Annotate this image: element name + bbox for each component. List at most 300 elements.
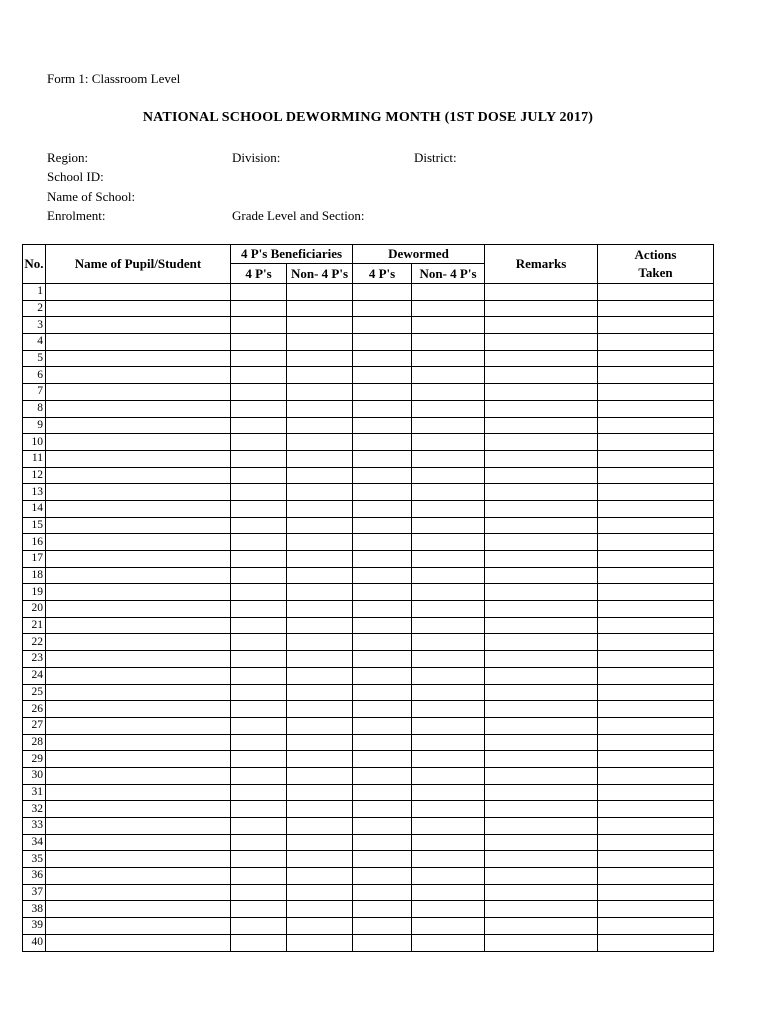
remarks-cell[interactable] bbox=[485, 534, 598, 551]
dewormed-non-4ps-cell[interactable] bbox=[412, 751, 485, 768]
actions-taken-cell[interactable] bbox=[598, 484, 714, 501]
dewormed-non-4ps-cell[interactable] bbox=[412, 384, 485, 401]
dewormed-non-4ps-cell[interactable] bbox=[412, 834, 485, 851]
school-id-field-label: School ID: bbox=[47, 169, 104, 184]
dewormed-4ps-cell[interactable] bbox=[353, 284, 412, 301]
beneficiary-non-4ps-cell[interactable] bbox=[287, 851, 353, 868]
dewormed-non-4ps-cell[interactable] bbox=[412, 934, 485, 951]
beneficiary-non-4ps-cell[interactable] bbox=[287, 450, 353, 467]
beneficiary-non-4ps-cell[interactable] bbox=[287, 467, 353, 484]
dewormed-non-4ps-cell[interactable] bbox=[412, 868, 485, 885]
actions-taken-cell[interactable] bbox=[598, 601, 714, 618]
actions-taken-cell[interactable] bbox=[598, 334, 714, 351]
dewormed-non-4ps-cell[interactable] bbox=[412, 317, 485, 334]
actions-taken-cell[interactable] bbox=[598, 734, 714, 751]
pupil-name-cell[interactable] bbox=[46, 467, 231, 484]
dewormed-non-4ps-cell[interactable] bbox=[412, 701, 485, 718]
beneficiary-4ps-cell[interactable] bbox=[231, 617, 287, 634]
beneficiary-4ps-cell[interactable] bbox=[231, 767, 287, 784]
pupil-name-cell[interactable] bbox=[46, 934, 231, 951]
remarks-cell[interactable] bbox=[485, 384, 598, 401]
dewormed-non-4ps-cell[interactable] bbox=[412, 350, 485, 367]
dewormed-4ps-cell[interactable] bbox=[353, 868, 412, 885]
pupil-name-cell[interactable] bbox=[46, 367, 231, 384]
beneficiary-4ps-cell[interactable] bbox=[231, 667, 287, 684]
pupil-name-cell[interactable] bbox=[46, 334, 231, 351]
dewormed-non-4ps-cell[interactable] bbox=[412, 601, 485, 618]
beneficiary-4ps-cell[interactable] bbox=[231, 334, 287, 351]
pupil-name-cell[interactable] bbox=[46, 617, 231, 634]
dewormed-non-4ps-cell[interactable] bbox=[412, 717, 485, 734]
pupil-name-cell[interactable] bbox=[46, 634, 231, 651]
pupil-name-cell[interactable] bbox=[46, 751, 231, 768]
row-number-cell: 19 bbox=[23, 584, 46, 601]
actions-taken-cell[interactable] bbox=[598, 818, 714, 835]
pupil-name-cell[interactable] bbox=[46, 317, 231, 334]
remarks-cell[interactable] bbox=[485, 667, 598, 684]
dewormed-non-4ps-cell[interactable] bbox=[412, 634, 485, 651]
beneficiary-4ps-cell[interactable] bbox=[231, 701, 287, 718]
beneficiary-non-4ps-cell[interactable] bbox=[287, 934, 353, 951]
dewormed-non-4ps-cell[interactable] bbox=[412, 367, 485, 384]
beneficiary-non-4ps-cell[interactable] bbox=[287, 400, 353, 417]
actions-taken-cell[interactable] bbox=[598, 534, 714, 551]
dewormed-4ps-cell[interactable] bbox=[353, 500, 412, 517]
pupil-name-cell[interactable] bbox=[46, 901, 231, 918]
remarks-cell[interactable] bbox=[485, 350, 598, 367]
pupil-name-cell[interactable] bbox=[46, 651, 231, 668]
beneficiary-4ps-cell[interactable] bbox=[231, 601, 287, 618]
beneficiary-4ps-cell[interactable] bbox=[231, 417, 287, 434]
actions-taken-cell[interactable] bbox=[598, 901, 714, 918]
dewormed-non-4ps-cell[interactable] bbox=[412, 901, 485, 918]
actions-taken-cell[interactable] bbox=[598, 551, 714, 568]
beneficiary-non-4ps-cell[interactable] bbox=[287, 284, 353, 301]
dewormed-4ps-cell[interactable] bbox=[353, 667, 412, 684]
beneficiary-non-4ps-cell[interactable] bbox=[287, 868, 353, 885]
pupil-name-cell[interactable] bbox=[46, 584, 231, 601]
pupil-name-cell[interactable] bbox=[46, 667, 231, 684]
remarks-cell[interactable] bbox=[485, 434, 598, 451]
beneficiary-non-4ps-cell[interactable] bbox=[287, 567, 353, 584]
beneficiary-non-4ps-cell[interactable] bbox=[287, 784, 353, 801]
dewormed-non-4ps-cell[interactable] bbox=[412, 284, 485, 301]
beneficiary-non-4ps-cell[interactable] bbox=[287, 734, 353, 751]
table-row bbox=[23, 901, 714, 918]
actions-taken-cell[interactable] bbox=[598, 918, 714, 935]
beneficiary-non-4ps-cell[interactable] bbox=[287, 317, 353, 334]
dewormed-non-4ps-cell[interactable] bbox=[412, 300, 485, 317]
actions-taken-cell[interactable] bbox=[598, 284, 714, 301]
actions-taken-cell[interactable] bbox=[598, 450, 714, 467]
actions-taken-cell[interactable] bbox=[598, 784, 714, 801]
dewormed-4ps-cell[interactable] bbox=[353, 834, 412, 851]
remarks-cell[interactable] bbox=[485, 767, 598, 784]
actions-taken-cell[interactable] bbox=[598, 517, 714, 534]
beneficiary-4ps-cell[interactable] bbox=[231, 467, 287, 484]
beneficiary-non-4ps-cell[interactable] bbox=[287, 350, 353, 367]
dewormed-4ps-cell[interactable] bbox=[353, 734, 412, 751]
remarks-cell[interactable] bbox=[485, 801, 598, 818]
row-number-cell: 17 bbox=[23, 551, 46, 568]
beneficiary-non-4ps-cell[interactable] bbox=[287, 651, 353, 668]
beneficiary-non-4ps-cell[interactable] bbox=[287, 701, 353, 718]
remarks-cell[interactable] bbox=[485, 567, 598, 584]
beneficiary-non-4ps-cell[interactable] bbox=[287, 534, 353, 551]
beneficiary-4ps-cell[interactable] bbox=[231, 584, 287, 601]
remarks-cell[interactable] bbox=[485, 651, 598, 668]
dewormed-non-4ps-cell[interactable] bbox=[412, 734, 485, 751]
beneficiary-non-4ps-cell[interactable] bbox=[287, 584, 353, 601]
remarks-cell[interactable] bbox=[485, 884, 598, 901]
beneficiary-4ps-cell[interactable] bbox=[231, 834, 287, 851]
dewormed-non-4ps-cell[interactable] bbox=[412, 851, 485, 868]
dewormed-non-4ps-cell[interactable] bbox=[412, 417, 485, 434]
dewormed-non-4ps-cell[interactable] bbox=[412, 784, 485, 801]
remarks-cell[interactable] bbox=[485, 484, 598, 501]
table-row bbox=[23, 534, 714, 551]
dewormed-4ps-cell[interactable] bbox=[353, 584, 412, 601]
remarks-cell[interactable] bbox=[485, 317, 598, 334]
actions-taken-cell[interactable] bbox=[598, 634, 714, 651]
remarks-cell[interactable] bbox=[485, 551, 598, 568]
dewormed-4ps-cell[interactable] bbox=[353, 367, 412, 384]
pupil-name-cell[interactable] bbox=[46, 834, 231, 851]
pupil-name-cell[interactable] bbox=[46, 801, 231, 818]
dewormed-4ps-cell[interactable] bbox=[353, 400, 412, 417]
beneficiary-non-4ps-cell[interactable] bbox=[287, 884, 353, 901]
row-number-cell: 11 bbox=[23, 450, 46, 467]
beneficiary-non-4ps-cell[interactable] bbox=[287, 818, 353, 835]
pupil-name-cell[interactable] bbox=[46, 567, 231, 584]
dewormed-4ps-cell[interactable] bbox=[353, 534, 412, 551]
pupil-name-cell[interactable] bbox=[46, 767, 231, 784]
beneficiary-4ps-cell[interactable] bbox=[231, 367, 287, 384]
dewormed-non-4ps-cell[interactable] bbox=[412, 918, 485, 935]
remarks-cell[interactable] bbox=[485, 367, 598, 384]
beneficiary-4ps-cell[interactable] bbox=[231, 350, 287, 367]
beneficiary-4ps-cell[interactable] bbox=[231, 534, 287, 551]
remarks-cell[interactable] bbox=[485, 450, 598, 467]
actions-taken-cell[interactable] bbox=[598, 701, 714, 718]
remarks-cell[interactable] bbox=[485, 584, 598, 601]
dewormed-non-4ps-cell[interactable] bbox=[412, 767, 485, 784]
pupil-name-cell[interactable] bbox=[46, 500, 231, 517]
dewormed-4ps-cell[interactable] bbox=[353, 434, 412, 451]
beneficiary-4ps-cell[interactable] bbox=[231, 818, 287, 835]
actions-taken-cell[interactable] bbox=[598, 317, 714, 334]
beneficiary-4ps-cell[interactable] bbox=[231, 717, 287, 734]
remarks-cell[interactable] bbox=[485, 601, 598, 618]
dewormed-4ps-cell[interactable] bbox=[353, 617, 412, 634]
beneficiary-non-4ps-cell[interactable] bbox=[287, 918, 353, 935]
actions-taken-cell[interactable] bbox=[598, 667, 714, 684]
remarks-cell[interactable] bbox=[485, 617, 598, 634]
beneficiary-non-4ps-cell[interactable] bbox=[287, 334, 353, 351]
pupil-name-cell[interactable] bbox=[46, 417, 231, 434]
pupil-name-cell[interactable] bbox=[46, 484, 231, 501]
actions-taken-cell[interactable] bbox=[598, 367, 714, 384]
actions-taken-cell[interactable] bbox=[598, 417, 714, 434]
remarks-cell[interactable] bbox=[485, 400, 598, 417]
beneficiary-non-4ps-cell[interactable] bbox=[287, 367, 353, 384]
actions-taken-cell[interactable] bbox=[598, 467, 714, 484]
beneficiary-4ps-cell[interactable] bbox=[231, 300, 287, 317]
pupil-name-cell[interactable] bbox=[46, 350, 231, 367]
remarks-cell[interactable] bbox=[485, 284, 598, 301]
beneficiary-non-4ps-cell[interactable] bbox=[287, 684, 353, 701]
pupil-name-cell[interactable] bbox=[46, 701, 231, 718]
remarks-cell[interactable] bbox=[485, 834, 598, 851]
beneficiary-4ps-cell[interactable] bbox=[231, 400, 287, 417]
beneficiary-4ps-cell[interactable] bbox=[231, 484, 287, 501]
pupil-name-cell[interactable] bbox=[46, 717, 231, 734]
dewormed-4ps-cell[interactable] bbox=[353, 651, 412, 668]
beneficiary-4ps-cell[interactable] bbox=[231, 317, 287, 334]
pupil-name-cell[interactable] bbox=[46, 400, 231, 417]
row-number-cell: 29 bbox=[23, 751, 46, 768]
dewormed-non-4ps-cell[interactable] bbox=[412, 684, 485, 701]
remarks-cell[interactable] bbox=[485, 684, 598, 701]
dewormed-4ps-cell[interactable] bbox=[353, 767, 412, 784]
remarks-cell[interactable] bbox=[485, 517, 598, 534]
beneficiary-non-4ps-cell[interactable] bbox=[287, 484, 353, 501]
pupil-name-cell[interactable] bbox=[46, 734, 231, 751]
dewormed-non-4ps-cell[interactable] bbox=[412, 667, 485, 684]
beneficiary-4ps-cell[interactable] bbox=[231, 651, 287, 668]
actions-taken-cell[interactable] bbox=[598, 801, 714, 818]
remarks-cell[interactable] bbox=[485, 851, 598, 868]
beneficiary-4ps-cell[interactable] bbox=[231, 517, 287, 534]
remarks-cell[interactable] bbox=[485, 918, 598, 935]
dewormed-non-4ps-cell[interactable] bbox=[412, 467, 485, 484]
dewormed-4ps-cell[interactable] bbox=[353, 551, 412, 568]
remarks-cell[interactable] bbox=[485, 868, 598, 885]
remarks-cell[interactable] bbox=[485, 467, 598, 484]
remarks-cell[interactable] bbox=[485, 734, 598, 751]
beneficiary-non-4ps-cell[interactable] bbox=[287, 717, 353, 734]
beneficiary-4ps-cell[interactable] bbox=[231, 884, 287, 901]
beneficiary-4ps-cell[interactable] bbox=[231, 284, 287, 301]
remarks-cell[interactable] bbox=[485, 751, 598, 768]
pupil-name-cell[interactable] bbox=[46, 434, 231, 451]
actions-taken-cell[interactable] bbox=[598, 684, 714, 701]
pupil-name-cell[interactable] bbox=[46, 534, 231, 551]
pupil-name-cell[interactable] bbox=[46, 851, 231, 868]
beneficiary-non-4ps-cell[interactable] bbox=[287, 500, 353, 517]
dewormed-non-4ps-cell[interactable] bbox=[412, 400, 485, 417]
dewormed-4ps-cell[interactable] bbox=[353, 334, 412, 351]
beneficiary-non-4ps-cell[interactable] bbox=[287, 434, 353, 451]
actions-taken-cell[interactable] bbox=[598, 350, 714, 367]
dewormed-non-4ps-cell[interactable] bbox=[412, 617, 485, 634]
pupil-name-cell[interactable] bbox=[46, 884, 231, 901]
beneficiary-4ps-cell[interactable] bbox=[231, 634, 287, 651]
beneficiary-4ps-cell[interactable] bbox=[231, 801, 287, 818]
actions-taken-cell[interactable] bbox=[598, 584, 714, 601]
dewormed-non-4ps-cell[interactable] bbox=[412, 450, 485, 467]
actions-taken-cell[interactable] bbox=[598, 651, 714, 668]
beneficiary-non-4ps-cell[interactable] bbox=[287, 667, 353, 684]
dewormed-4ps-cell[interactable] bbox=[353, 684, 412, 701]
beneficiary-4ps-cell[interactable] bbox=[231, 384, 287, 401]
dewormed-non-4ps-cell[interactable] bbox=[412, 434, 485, 451]
pupil-name-cell[interactable] bbox=[46, 384, 231, 401]
actions-taken-cell[interactable] bbox=[598, 834, 714, 851]
dewormed-4ps-cell[interactable] bbox=[353, 317, 412, 334]
dewormed-non-4ps-cell[interactable] bbox=[412, 534, 485, 551]
table-row bbox=[23, 834, 714, 851]
dewormed-non-4ps-cell[interactable] bbox=[412, 567, 485, 584]
actions-taken-cell[interactable] bbox=[598, 751, 714, 768]
pupil-name-cell[interactable] bbox=[46, 284, 231, 301]
remarks-cell[interactable] bbox=[485, 717, 598, 734]
beneficiary-4ps-cell[interactable] bbox=[231, 868, 287, 885]
actions-taken-cell[interactable] bbox=[598, 851, 714, 868]
dewormed-4ps-cell[interactable] bbox=[353, 851, 412, 868]
dewormed-non-4ps-cell[interactable] bbox=[412, 584, 485, 601]
table-row bbox=[23, 601, 714, 618]
dewormed-4ps-cell[interactable] bbox=[353, 601, 412, 618]
beneficiary-4ps-cell[interactable] bbox=[231, 450, 287, 467]
dewormed-4ps-cell[interactable] bbox=[353, 567, 412, 584]
beneficiary-non-4ps-cell[interactable] bbox=[287, 300, 353, 317]
table-row bbox=[23, 634, 714, 651]
beneficiary-non-4ps-cell[interactable] bbox=[287, 751, 353, 768]
remarks-cell[interactable] bbox=[485, 500, 598, 517]
actions-taken-cell[interactable] bbox=[598, 300, 714, 317]
table-row bbox=[23, 801, 714, 818]
actions-taken-cell[interactable] bbox=[598, 767, 714, 784]
dewormed-4ps-cell[interactable] bbox=[353, 751, 412, 768]
beneficiary-4ps-cell[interactable] bbox=[231, 851, 287, 868]
remarks-cell[interactable] bbox=[485, 701, 598, 718]
dewormed-non-4ps-cell[interactable] bbox=[412, 818, 485, 835]
actions-taken-cell[interactable] bbox=[598, 884, 714, 901]
beneficiary-4ps-cell[interactable] bbox=[231, 751, 287, 768]
pupil-name-cell[interactable] bbox=[46, 818, 231, 835]
beneficiary-4ps-cell[interactable] bbox=[231, 551, 287, 568]
dewormed-4ps-cell[interactable] bbox=[353, 801, 412, 818]
dewormed-4ps-cell[interactable] bbox=[353, 818, 412, 835]
remarks-cell[interactable] bbox=[485, 300, 598, 317]
beneficiary-non-4ps-cell[interactable] bbox=[287, 384, 353, 401]
dewormed-non-4ps-cell[interactable] bbox=[412, 551, 485, 568]
pupil-name-cell[interactable] bbox=[46, 551, 231, 568]
pupil-name-cell[interactable] bbox=[46, 918, 231, 935]
beneficiary-non-4ps-cell[interactable] bbox=[287, 834, 353, 851]
actions-taken-cell[interactable] bbox=[598, 500, 714, 517]
dewormed-4ps-cell[interactable] bbox=[353, 350, 412, 367]
dewormed-non-4ps-cell[interactable] bbox=[412, 484, 485, 501]
beneficiary-4ps-cell[interactable] bbox=[231, 567, 287, 584]
remarks-cell[interactable] bbox=[485, 818, 598, 835]
dewormed-4ps-cell[interactable] bbox=[353, 701, 412, 718]
dewormed-non-4ps-cell[interactable] bbox=[412, 801, 485, 818]
dewormed-4ps-cell[interactable] bbox=[353, 484, 412, 501]
beneficiary-non-4ps-cell[interactable] bbox=[287, 767, 353, 784]
beneficiary-non-4ps-cell[interactable] bbox=[287, 601, 353, 618]
dewormed-4ps-cell[interactable] bbox=[353, 784, 412, 801]
header-actions-taken bbox=[598, 245, 714, 284]
actions-taken-cell[interactable] bbox=[598, 384, 714, 401]
actions-taken-cell[interactable] bbox=[598, 868, 714, 885]
beneficiary-4ps-cell[interactable] bbox=[231, 901, 287, 918]
beneficiary-non-4ps-cell[interactable] bbox=[287, 551, 353, 568]
table-header bbox=[23, 245, 714, 284]
beneficiary-non-4ps-cell[interactable] bbox=[287, 634, 353, 651]
actions-taken-cell[interactable] bbox=[598, 567, 714, 584]
beneficiary-4ps-cell[interactable] bbox=[231, 934, 287, 951]
remarks-cell[interactable] bbox=[485, 334, 598, 351]
row-number-cell: 21 bbox=[23, 617, 46, 634]
table-row bbox=[23, 751, 714, 768]
actions-taken-cell[interactable] bbox=[598, 400, 714, 417]
beneficiary-4ps-cell[interactable] bbox=[231, 684, 287, 701]
dewormed-4ps-cell[interactable] bbox=[353, 300, 412, 317]
dewormed-non-4ps-cell[interactable] bbox=[412, 651, 485, 668]
dewormed-4ps-cell[interactable] bbox=[353, 634, 412, 651]
beneficiary-4ps-cell[interactable] bbox=[231, 434, 287, 451]
dewormed-4ps-cell[interactable] bbox=[353, 934, 412, 951]
beneficiary-4ps-cell[interactable] bbox=[231, 784, 287, 801]
dewormed-non-4ps-cell[interactable] bbox=[412, 517, 485, 534]
pupil-name-cell[interactable] bbox=[46, 300, 231, 317]
table-row bbox=[23, 417, 714, 434]
dewormed-4ps-cell[interactable] bbox=[353, 384, 412, 401]
header-remarks: Remarks bbox=[485, 245, 598, 284]
actions-taken-cell[interactable] bbox=[598, 717, 714, 734]
dewormed-non-4ps-cell[interactable] bbox=[412, 500, 485, 517]
remarks-cell[interactable] bbox=[485, 784, 598, 801]
beneficiary-non-4ps-cell[interactable] bbox=[287, 417, 353, 434]
actions-taken-cell[interactable] bbox=[598, 434, 714, 451]
beneficiary-non-4ps-cell[interactable] bbox=[287, 801, 353, 818]
dewormed-4ps-cell[interactable] bbox=[353, 918, 412, 935]
actions-taken-cell[interactable] bbox=[598, 934, 714, 951]
remarks-cell[interactable] bbox=[485, 901, 598, 918]
actions-taken-cell[interactable] bbox=[598, 617, 714, 634]
pupil-name-cell[interactable] bbox=[46, 601, 231, 618]
pupil-name-cell[interactable] bbox=[46, 784, 231, 801]
pupil-name-cell[interactable] bbox=[46, 684, 231, 701]
dewormed-4ps-cell[interactable] bbox=[353, 717, 412, 734]
row-number-cell: 2 bbox=[23, 300, 46, 317]
row-number-cell: 20 bbox=[23, 601, 46, 618]
beneficiary-4ps-cell[interactable] bbox=[231, 734, 287, 751]
dewormed-non-4ps-cell[interactable] bbox=[412, 884, 485, 901]
dewormed-4ps-cell[interactable] bbox=[353, 417, 412, 434]
pupil-name-cell[interactable] bbox=[46, 450, 231, 467]
dewormed-non-4ps-cell[interactable] bbox=[412, 334, 485, 351]
dewormed-4ps-cell[interactable] bbox=[353, 517, 412, 534]
remarks-cell[interactable] bbox=[485, 417, 598, 434]
dewormed-4ps-cell[interactable] bbox=[353, 901, 412, 918]
remarks-cell[interactable] bbox=[485, 934, 598, 951]
pupil-name-cell[interactable] bbox=[46, 517, 231, 534]
pupil-name-cell[interactable] bbox=[46, 868, 231, 885]
beneficiary-non-4ps-cell[interactable] bbox=[287, 617, 353, 634]
remarks-cell[interactable] bbox=[485, 634, 598, 651]
beneficiary-4ps-cell[interactable] bbox=[231, 918, 287, 935]
table-row bbox=[23, 284, 714, 301]
beneficiary-non-4ps-cell[interactable] bbox=[287, 517, 353, 534]
dewormed-4ps-cell[interactable] bbox=[353, 467, 412, 484]
dewormed-4ps-cell[interactable] bbox=[353, 450, 412, 467]
dewormed-4ps-cell[interactable] bbox=[353, 884, 412, 901]
beneficiary-4ps-cell[interactable] bbox=[231, 500, 287, 517]
beneficiary-non-4ps-cell[interactable] bbox=[287, 901, 353, 918]
